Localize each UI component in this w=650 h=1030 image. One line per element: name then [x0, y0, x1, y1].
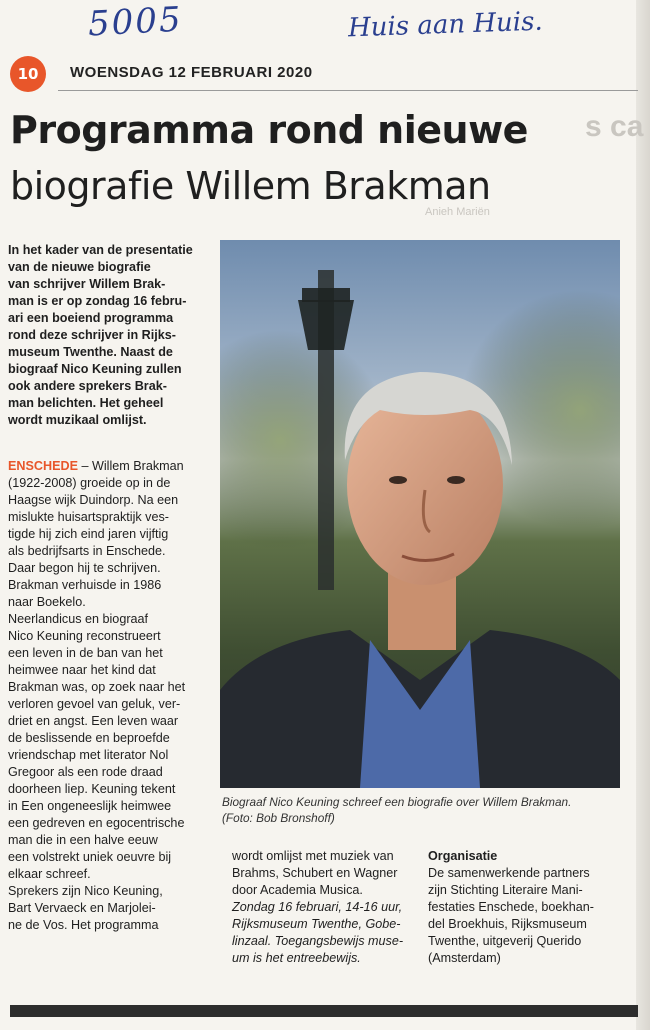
body-line: ne de Vos. Het programma [8, 918, 159, 932]
headline-line-1: Programma rond nieuwe [10, 108, 528, 152]
body-line: Neerlandicus en biograaf [8, 612, 149, 626]
column-line: wordt omlijst met muziek van [232, 849, 394, 863]
article-lead [8, 242, 208, 429]
lead-line: museum Twenthe. Naast de [8, 345, 173, 359]
body-line: een gedreven en egocentrische [8, 816, 185, 830]
column-line: door Academia Musica. [232, 883, 363, 897]
column-line: Brahms, Schubert en Wagner [232, 866, 398, 880]
headline-line-2: biografie Willem Brakman [10, 164, 491, 208]
event-info-line: um is het entreebewijs. [232, 951, 361, 965]
body-line: driet en angst. Een leven waar [8, 714, 179, 728]
event-info-line: Zondag 16 februari, 14-16 uur, [232, 900, 403, 914]
body-line: Haagse wijk Duindorp. Na een [8, 493, 179, 507]
body-line: Sprekers zijn Nico Keuning, [8, 884, 163, 898]
body-line: in Een ongeneeslijk heimwee [8, 799, 172, 813]
lead-line: In het kader van de presentatie [8, 243, 193, 257]
bleed-through-text-small: Anieh Mariën [425, 206, 490, 218]
column-line: De samenwerkende partners [428, 866, 590, 880]
lead-line: wordt muzikaal omlijst. [8, 413, 147, 427]
body-line: Bart Vervaeck en Marjolei- [8, 901, 156, 915]
lead-line: man belichten. Het geheel [8, 396, 164, 410]
body-line: Nico Keuning reconstrueert [8, 629, 161, 643]
article-column-3 [428, 848, 633, 967]
body-line: tigde hij zich eind jaren vijftig [8, 527, 169, 541]
lead-line: rond deze schrijver in Rijks- [8, 328, 176, 342]
column-line: festaties Enschede, boekhan- [428, 900, 594, 914]
portrait-photo [220, 240, 620, 788]
body-line: Brakman was, op zoek naar het [8, 680, 186, 694]
column-line: (Amsterdam) [428, 951, 501, 965]
body-line: (1922-2008) groeide op in de [8, 476, 171, 490]
body-line: man die in een halve eeuw [8, 833, 158, 847]
article-body [8, 458, 208, 934]
body-line: verloren gevoel van geluk, ver- [8, 697, 181, 711]
dateline-city: ENSCHEDE [8, 459, 78, 473]
column-line: del Broekhuis, Rijksmuseum [428, 917, 587, 931]
event-info-line: Rijksmuseum Twenthe, Gobe- [232, 917, 401, 931]
caption-text: Biograaf Nico Keuning schreef een biografie over Willem Brakman. [222, 795, 572, 809]
footer-bar [10, 1005, 638, 1017]
scan-edge [636, 0, 650, 1030]
lead-line: van schrijver Willem Brak- [8, 277, 166, 291]
header-rule [58, 90, 638, 91]
body-line: – Willem Brakman [77, 459, 184, 473]
bleed-through-text: s ca [585, 110, 644, 143]
body-line: elkaar schreef. [8, 867, 91, 881]
body-line: Gregoor als een rode draad [8, 765, 163, 779]
lead-line: man is er op zondag 16 febru- [8, 294, 187, 308]
body-line: Brakman verhuisde in 1986 [8, 578, 162, 592]
photo-caption [222, 794, 622, 826]
lead-line: ari een boeiend programma [8, 311, 174, 325]
section-heading-organisatie: Organisatie [428, 849, 498, 863]
column-line: Twenthe, uitgeverij Querido [428, 934, 582, 948]
body-line: een volstrekt uniek oeuvre bij [8, 850, 172, 864]
body-line: vriendschap met literator Nol [8, 748, 169, 762]
photo-credit: (Foto: Bob Bronshoff) [222, 811, 335, 825]
body-line: doorheen liep. Keuning tekent [8, 782, 176, 796]
article-column-2 [232, 848, 422, 967]
page-number-badge: 10 [10, 56, 46, 92]
column-line: zijn Stichting Literaire Mani- [428, 883, 583, 897]
handwritten-number: 5005 [87, 0, 184, 45]
portrait-illustration [220, 240, 620, 788]
body-line: heimwee naar het kind dat [8, 663, 156, 677]
lead-line: biograaf Nico Keuning zullen [8, 362, 182, 376]
body-line: Daar begon hij te schrijven. [8, 561, 161, 575]
body-line: mislukte huisartspraktijk ves- [8, 510, 169, 524]
event-info-line: linzaal. Toegangsbewijs muse- [232, 934, 404, 948]
lead-line: ook andere sprekers Brak- [8, 379, 167, 393]
issue-date: WOENSDAG 12 FEBRUARI 2020 [70, 64, 313, 81]
body-line: een leven in de ban van het [8, 646, 163, 660]
lead-line: van de nieuwe biografie [8, 260, 151, 274]
body-line: de beslissende en beproefde [8, 731, 170, 745]
handwritten-source: Huis aan Huis. [347, 6, 544, 44]
body-line: naar Boekelo. [8, 595, 86, 609]
body-line: als bedrijfsarts in Enschede. [8, 544, 166, 558]
